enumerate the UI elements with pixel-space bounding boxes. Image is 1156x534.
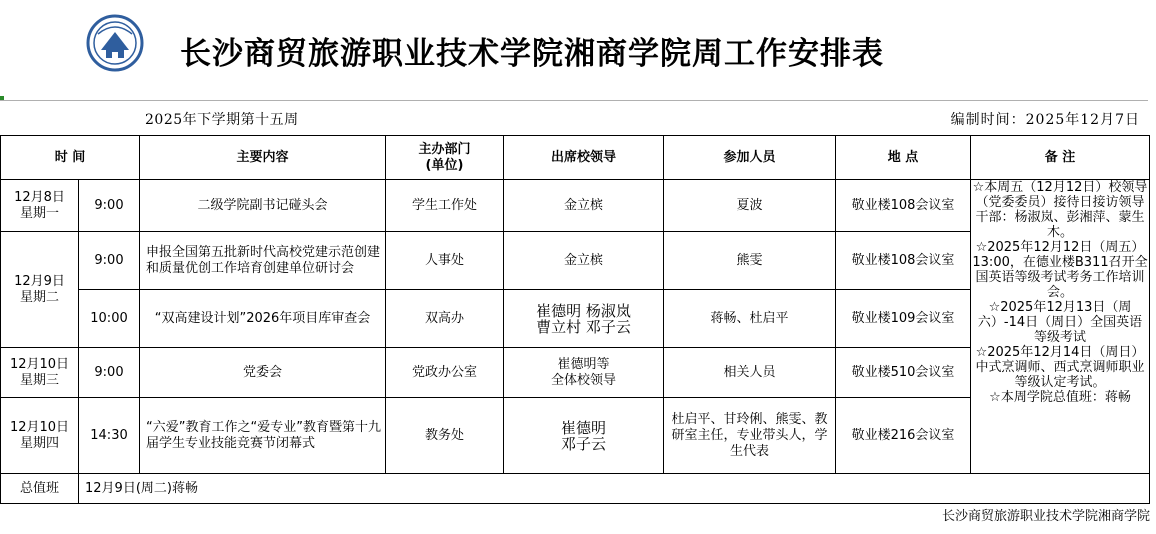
subheader-bar [0, 100, 1148, 136]
col-header-content: 主要内容 [140, 136, 386, 180]
duty-row [1, 474, 1150, 504]
dept-cell: 教务处 [386, 398, 504, 474]
participants-cell: 杜启平、甘玲俐、熊雯、教研室主任，专业带头人，学生代表 [664, 398, 836, 474]
col-header-notes: 备 注 [971, 136, 1150, 180]
participants-cell: 夏波 [664, 180, 836, 232]
dept-cell: 人事处 [386, 232, 504, 290]
page-title: 长沙商贸旅游职业技术学院湘商学院周工作安排表 [180, 36, 884, 72]
page-header [0, 0, 1156, 96]
date-cell: 12月8日 星期一 [1, 180, 79, 232]
compiled-date: 编制时间：2025年12月7日 [950, 112, 1140, 128]
location-cell: 敬业楼108会议室 [836, 232, 971, 290]
time-cell: 14:30 [79, 398, 140, 474]
time-cell: 9:00 [79, 232, 140, 290]
date-cell: 12月10日 星期三 [1, 348, 79, 398]
col-header-time: 时 间 [1, 136, 140, 180]
semester-label: 2025年下学期第十五周 [145, 112, 299, 128]
leaders-cell: 崔德明等 全体校领导 [504, 348, 664, 398]
location-cell: 敬业楼109会议室 [836, 290, 971, 348]
note-item: ☆本周五（12月12日）校领导（党委委员）接待日接访领导干部：杨淑岚、彭湘萍、蒙生木。 [972, 180, 1148, 240]
date-cell: 12月9日 星期二 [1, 232, 79, 348]
content-cell: “双高建设计划”2026年项目库审查会 [140, 290, 386, 348]
note-item: ☆2025年12月14日（周日）中式烹调师、西式烹调师职业等级认定考试。 [975, 345, 1145, 390]
time-cell: 9:00 [79, 180, 140, 232]
col-header-location: 地 点 [836, 136, 971, 180]
dept-cell: 学生工作处 [386, 180, 504, 232]
participants-cell: 蒋畅、杜启平 [664, 290, 836, 348]
leaders-cell: 金立槟 [504, 232, 664, 290]
participants-cell: 相关人员 [664, 348, 836, 398]
school-logo-icon [86, 14, 144, 72]
time-cell: 10:00 [79, 290, 140, 348]
note-item: ☆2025年12月13日（周六）-14日（周日）全国英语等级考试 [977, 300, 1143, 345]
content-cell: “六爱”教育工作之“爱专业”教育暨第十九届学生专业技能竞赛节闭幕式 [140, 398, 386, 474]
col-header-dept: 主办部门 (单位) [386, 136, 504, 180]
col-header-leaders: 出席校领导 [504, 136, 664, 180]
time-cell: 9:00 [79, 348, 140, 398]
leaders-cell: 金立槟 [504, 180, 664, 232]
notes-cell [971, 180, 1150, 474]
duty-value: 12月9日(周二)蒋畅 [79, 474, 1150, 504]
col-header-participants: 参加人员 [664, 136, 836, 180]
note-item: ☆本周学院总值班：蒋畅 [989, 390, 1131, 405]
content-cell: 二级学院副书记碰头会 [140, 180, 386, 232]
dept-cell: 党政办公室 [386, 348, 504, 398]
dept-cell: 双高办 [386, 290, 504, 348]
footer-organization: 长沙商贸旅游职业技术学院湘商学院 [941, 509, 1150, 524]
location-cell: 敬业楼216会议室 [836, 398, 971, 474]
location-cell: 敬业楼108会议室 [836, 180, 971, 232]
participants-cell: 熊雯 [664, 232, 836, 290]
table-row [1, 180, 1150, 232]
note-item: ☆2025年12月12日（周五）13:00，在德业楼B311召开全国英语等级考试考务工作培训会。 [972, 240, 1148, 300]
content-cell: 党委会 [140, 348, 386, 398]
location-cell: 敬业楼510会议室 [836, 348, 971, 398]
leaders-cell: 崔德明 邓子云 [504, 398, 664, 474]
leaders-cell: 崔德明 杨淑岚 曹立村 邓子云 [504, 290, 664, 348]
duty-label: 总值班 [1, 474, 79, 504]
table-header-row [1, 136, 1150, 180]
content-cell: 申报全国第五批新时代高校党建示范创建和质量优创工作培育创建单位研讨会 [140, 232, 386, 290]
date-cell: 12月10日 星期四 [1, 398, 79, 474]
schedule-table [0, 135, 1150, 504]
